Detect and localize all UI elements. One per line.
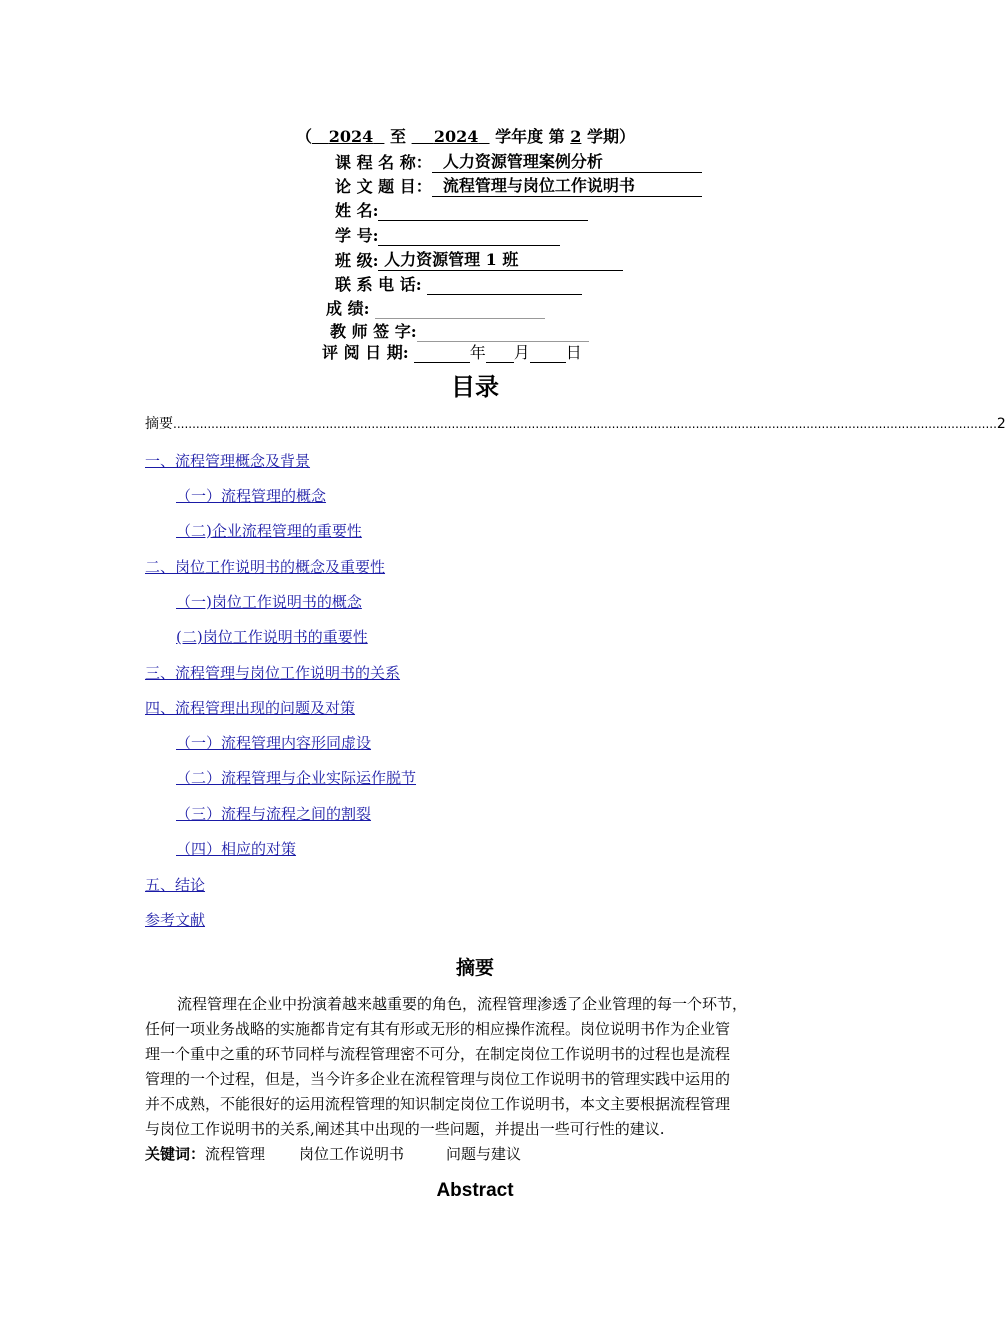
toc-item[interactable]: （四）相应的对策: [176, 840, 297, 858]
keyword: 岗位工作说明书: [299, 1145, 405, 1163]
toc-item[interactable]: (二)岗位工作说明书的重要性: [176, 628, 368, 646]
field-label: 班 级:: [335, 251, 379, 270]
field-student-id: [335, 226, 560, 246]
term-number: 2: [570, 127, 582, 146]
name-blank: [378, 202, 588, 221]
toc-item[interactable]: （一)岗位工作说明书的概念: [176, 593, 362, 611]
field-class: [335, 250, 623, 271]
abstract-line: 并不成熟，不能很好的运用流程管理的知识制定岗位工作说明书，本文主要根据流程管理: [145, 1095, 731, 1113]
course-name-value: 人力资源管理案例分析: [442, 152, 603, 171]
field-review-date: 评 阅 日 期: 年 月 日: [322, 343, 582, 362]
keywords-label: 关键词：: [145, 1145, 206, 1163]
toc-item[interactable]: （二）流程管理与企业实际运作脱节: [176, 769, 417, 787]
field-label: 论 文 题 目：: [335, 177, 432, 196]
abstract-line: 流程管理在企业中扮演着越来越重要的角色，流程管理渗透了企业管理的每一个环节，: [177, 995, 748, 1013]
field-label: 教 师 签 字:: [330, 322, 417, 341]
toc-item[interactable]: 一、流程管理概念及背景: [145, 452, 311, 470]
toc-item[interactable]: （一）流程管理的概念: [176, 487, 327, 505]
year-line: （ 2024 至 2024 学年度 第 2 学期）: [296, 127, 635, 146]
toc-abstract-entry[interactable]: 摘要 ........................................................................................................................................................................................................................ 2: [145, 416, 1006, 432]
toc-item[interactable]: （一）流程管理内容形同虚设: [176, 734, 372, 752]
signature-blank: [417, 323, 589, 342]
phone-blank: [427, 276, 582, 295]
toc-item[interactable]: 二、岗位工作说明书的概念及重要性: [145, 558, 386, 576]
keywords-line: [145, 1143, 521, 1165]
abstract-line: 任何一项业务战略的实施都肯定有其有形或无形的相应操作流程。岗位说明书作为企业管: [145, 1020, 731, 1038]
abstract-en-title: Abstract: [436, 1180, 514, 1201]
toc-item[interactable]: （三）流程与流程之间的割裂: [176, 805, 372, 823]
toc-title: 目录: [451, 372, 499, 401]
field-course: [335, 152, 702, 173]
toc-item[interactable]: 四、流程管理出现的问题及对策: [145, 699, 356, 717]
field-label: 姓 名:: [335, 201, 379, 220]
toc-item[interactable]: （二)企业流程管理的重要性: [176, 522, 362, 540]
field-title: [335, 176, 702, 197]
abstract-line: 管理的一个过程，但是，当今许多企业在流程管理与岗位工作说明书的管理实践中运用的: [145, 1070, 731, 1088]
abstract-line: 理一个重中之重的环节同样与流程管理密不可分，在制定岗位工作说明书的过程也是流程: [145, 1045, 731, 1063]
field-label: 学 号:: [335, 226, 379, 245]
toc-abstract-label: 摘要: [145, 416, 173, 432]
field-label: 联 系 电 话:: [335, 275, 422, 294]
keyword: 问题与建议: [446, 1145, 522, 1163]
field-label: 成 绩:: [326, 299, 370, 318]
abstract-line: 与岗位工作说明书的关系,阐述其中出现的一些问题，并提出一些可行性的建议.: [145, 1120, 665, 1138]
student-id-blank: [378, 227, 560, 246]
field-grade: [326, 299, 545, 319]
abstract-cn-title: 摘要: [455, 957, 494, 979]
toc-abstract-page: 2: [996, 416, 1006, 432]
class-value: 人力资源管理 1 班: [384, 250, 519, 269]
field-label: 课 程 名 称：: [335, 153, 432, 172]
keyword: 流程管理: [205, 1145, 266, 1163]
field-name: [335, 201, 588, 221]
field-teacher-signature: [330, 322, 589, 342]
paper-title-value: 流程管理与岗位工作说明书: [442, 176, 635, 195]
toc-item[interactable]: 参考文献: [145, 911, 206, 929]
grade-blank: [375, 300, 545, 319]
abstract-cn-body: [145, 992, 747, 1142]
field-phone: [335, 275, 582, 295]
field-label: 评 阅 日 期:: [322, 343, 409, 362]
toc-item[interactable]: 三、流程管理与岗位工作说明书的关系: [145, 664, 401, 682]
year-from: 2024: [328, 127, 374, 146]
year-to: 2024: [433, 127, 479, 146]
toc-item[interactable]: 五、结论: [145, 876, 206, 894]
